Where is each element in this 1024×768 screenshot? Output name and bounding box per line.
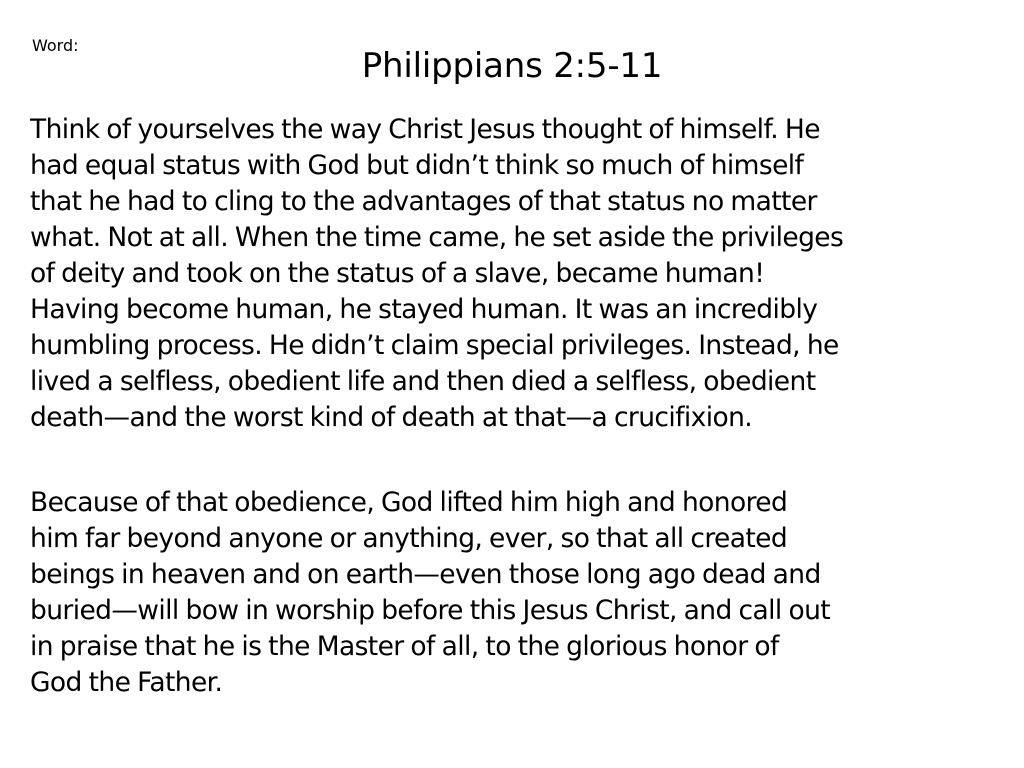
text-line: Because of that obedience, God lifted him high and honored (30, 487, 788, 518)
text-line: had equal status with God but didn’t think so much of himself (30, 150, 804, 181)
text-line: Having become human, he stayed human. It was an incredibly (30, 294, 818, 325)
text-line: death—and the worst kind of death at that—a crucifixion. (30, 402, 753, 433)
text-line: him far beyond anyone or anything, ever, so that all created (30, 523, 788, 554)
text-line: what. Not at all. When the time came, he set aside the privileges (30, 222, 844, 253)
slide-label: Word: (32, 36, 79, 55)
slide-body (30, 112, 996, 701)
text-line: Think of yourselves the way Christ Jesus thought of himself. He (30, 114, 820, 145)
text-line: humbling process. He didn’t claim special privileges. Instead, he (30, 330, 839, 361)
paragraph-1 (30, 112, 996, 436)
paragraph-2 (30, 485, 996, 701)
text-line: beings in heaven and on earth—even those long ago dead and (30, 559, 821, 590)
slide-title: Philippians 2:5-11 (361, 46, 663, 86)
text-line: of deity and took on the status of a slave, became human! (30, 258, 765, 289)
text-line: buried—will bow in worship before this Jesus Christ, and call out (30, 595, 831, 626)
text-line: in praise that he is the Master of all, to the glorious honor of (30, 631, 779, 662)
text-line: lived a selfless, obedient life and then died a selfless, obedient (30, 366, 816, 397)
text-line: that he had to cling to the advantages of that status no matter (30, 186, 817, 217)
text-line: God the Father. (30, 667, 223, 698)
